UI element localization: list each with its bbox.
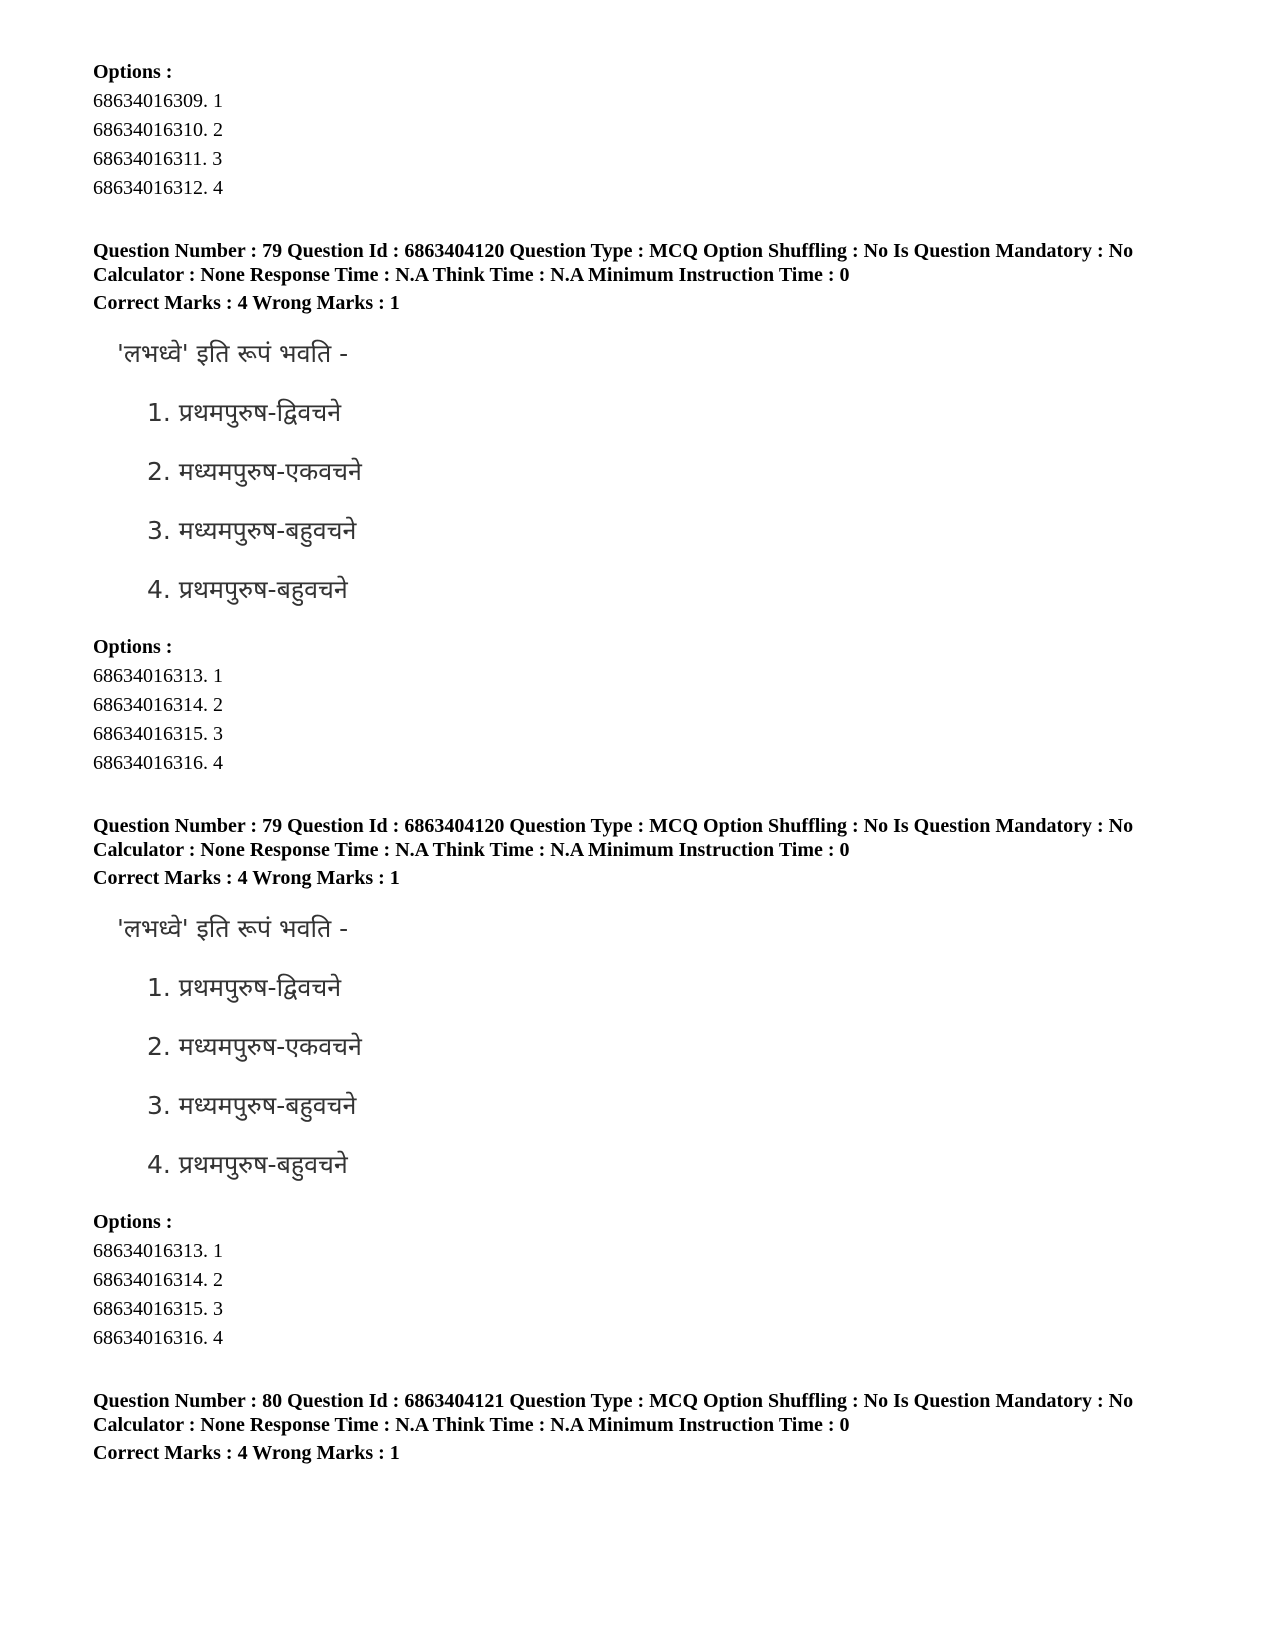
question-choice: 2. मध्यमपुरुष-एकवचने — [147, 1032, 362, 1061]
question-choice: 3. मध्यमपुरुष-बहुवचने — [147, 1091, 357, 1120]
question-choice: 2. मध्यमपुरुष-एकवचने — [147, 457, 362, 486]
question-block-1 — [93, 239, 1203, 778]
option-line: 68634016313. 1 — [93, 1240, 223, 1262]
question-header: Question Number : 79 Question Id : 6863404120 Question Type : MCQ Option Shuffling : No Is Question Mandatory : No Calculator : None Response Time : N.A Think Time : N.A Minimum Instruction Time : 0 — [93, 815, 1134, 861]
document-page — [93, 58, 1203, 1465]
option-line: 68634016315. 3 — [93, 1298, 223, 1320]
question-image — [117, 914, 1203, 1180]
option-line: 68634016315. 3 — [93, 723, 223, 745]
question-image — [117, 339, 1203, 605]
question-header: Question Number : 79 Question Id : 6863404120 Question Type : MCQ Option Shuffling : No Is Question Mandatory : No Calculator : None Response Time : N.A Think Time : N.A Minimum Instruction Time : 0 — [93, 240, 1134, 286]
option-line: 68634016316. 4 — [93, 752, 223, 774]
question-marks: Correct Marks : 4 Wrong Marks : 1 — [93, 1442, 400, 1464]
options-label: Options : — [93, 61, 173, 83]
question-choice: 4. प्रथमपुरुष-बहुवचने — [147, 575, 348, 604]
question-choice: 1. प्रथमपुरुष-द्विवचने — [147, 973, 342, 1002]
question-choice: 3. मध्यमपुरुष-बहुवचने — [147, 516, 357, 545]
question-marks: Correct Marks : 4 Wrong Marks : 1 — [93, 867, 400, 889]
question-marks: Correct Marks : 4 Wrong Marks : 1 — [93, 292, 400, 314]
question-stem: 'लभध्वे' इति रूपं भवति - — [117, 914, 349, 943]
options-label: Options : — [93, 636, 173, 658]
option-line: 68634016313. 1 — [93, 665, 223, 687]
question-header: Question Number : 80 Question Id : 6863404121 Question Type : MCQ Option Shuffling : No Is Question Mandatory : No Calculator : None Response Time : N.A Think Time : N.A Minimum Instruction Time : 0 — [93, 1390, 1134, 1436]
option-line: 68634016311. 3 — [93, 148, 223, 170]
option-line: 68634016312. 4 — [93, 177, 223, 199]
question-block-3 — [93, 1389, 1203, 1465]
question-stem: 'लभध्वे' इति रूपं भवति - — [117, 339, 349, 368]
options-block-top — [93, 58, 1203, 203]
option-line: 68634016314. 2 — [93, 1269, 223, 1291]
options-label: Options : — [93, 1211, 173, 1233]
question-block-2 — [93, 814, 1203, 1353]
option-line: 68634016316. 4 — [93, 1327, 223, 1349]
option-line: 68634016310. 2 — [93, 119, 223, 141]
option-line: 68634016314. 2 — [93, 694, 223, 716]
question-choice: 1. प्रथमपुरुष-द्विवचने — [147, 398, 342, 427]
question-choice: 4. प्रथमपुरुष-बहुवचने — [147, 1150, 348, 1179]
option-line: 68634016309. 1 — [93, 90, 223, 112]
